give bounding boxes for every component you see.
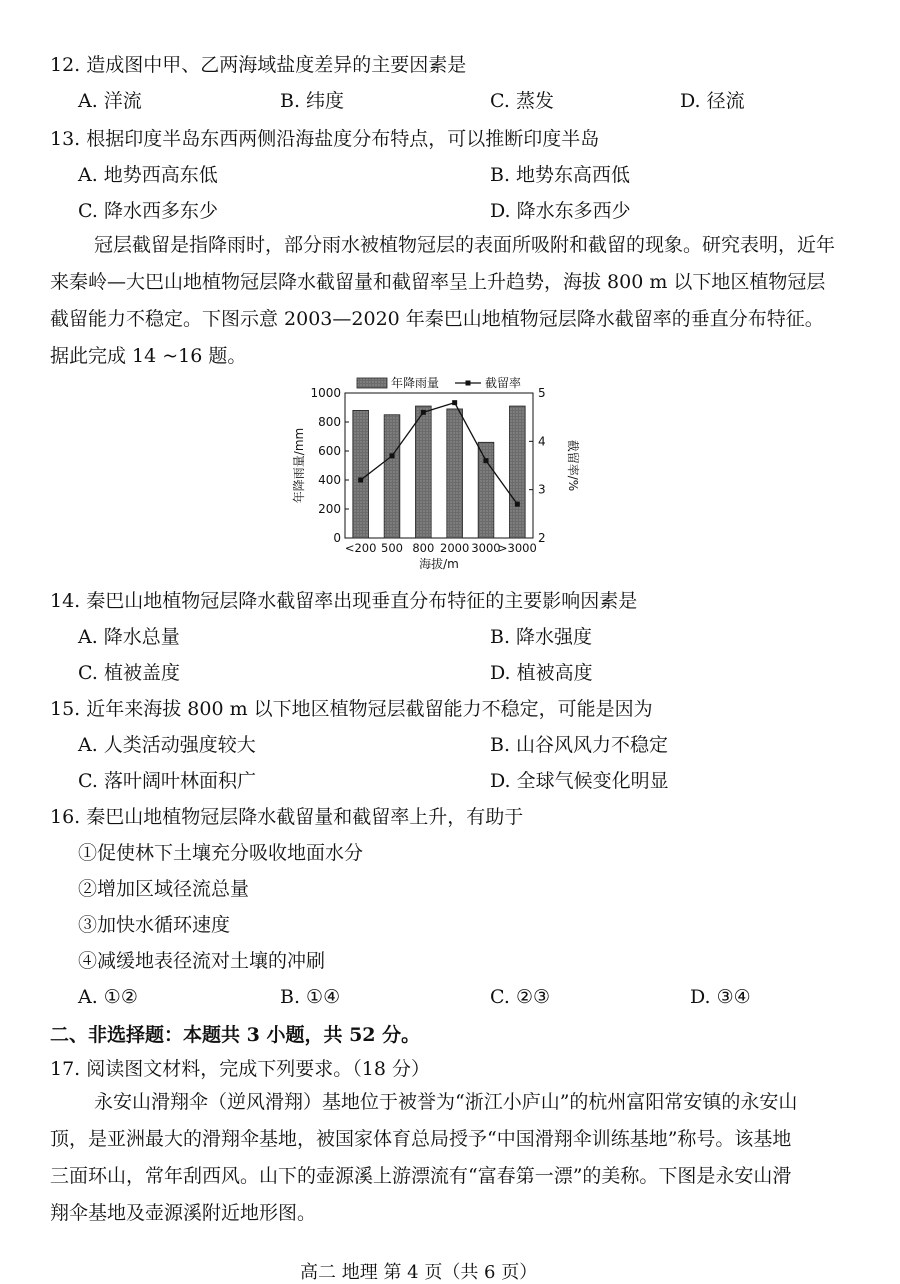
rainfall-bar [416,406,432,538]
legend-bar-swatch [357,378,387,388]
x-tick-label: 800 [412,541,435,555]
question-14-stem: 14. 秦巴山地植物冠层降水截留率出现垂直分布特征的主要影响因素是 [50,590,638,612]
x-tick-label: 500 [381,541,403,555]
question-14-option-b: B. 降水强度 [490,626,593,648]
material-line: 截留能力不稳定。下图示意 2003—2020 年秦巴山地植物冠层降水截留率的垂直分布特征。 [50,308,824,330]
question-16-option-b: B. ①④ [280,986,341,1008]
y-tick-label: 0 [333,531,341,545]
y-axis-label: 年降雨量/mm [292,427,306,504]
question-13-option-a: A. 地势西高东低 [78,164,218,186]
y2-axis-label: 截留率/% [566,439,580,492]
question-12-option-c: C. 蒸发 [490,90,554,112]
interception-point [452,400,457,405]
question-13-option-c: C. 降水西多东少 [78,200,218,222]
x-axis-label: 海拔/m [419,557,459,571]
question-15-option-b: B. 山谷风风力不稳定 [490,734,669,756]
question-16-stem: 16. 秦巴山地植物冠层降水截留量和截留率上升，有助于 [50,806,524,828]
rainfall-bar [478,442,494,538]
y2-tick-label: 2 [538,531,546,545]
question-16-item-3: ③加快水循环速度 [78,914,231,936]
question-12-option-a: A. 洋流 [78,90,142,112]
question-16-option-a: A. ①② [78,986,138,1008]
legend-line-marker [466,381,471,386]
rainfall-interception-chart [285,375,585,580]
chart-svg [285,375,585,580]
q17-line: 翔伞基地及壶源溪附近地形图。 [50,1202,317,1224]
q17-line: 三面环山，常年刮西风。山下的壶源溪上游漂流有“富春第一漂”的美称。下图是永安山滑 [50,1165,792,1187]
material-paragraph [50,227,850,375]
y-tick-label: 400 [318,473,341,487]
y2-tick-label: 5 [538,386,546,400]
x-tick-label: <200 [344,541,377,555]
question-17-stem: 17. 阅读图文材料，完成下列要求。（18 分） [50,1058,430,1080]
question-16-option-c: C. ②③ [490,986,551,1008]
y-tick-label: 1000 [310,386,341,400]
question-13-option-b: B. 地势东高西低 [490,164,631,186]
rainfall-bar [384,415,400,538]
legend-line-label: 截留率 [485,376,522,390]
page-footer: 高二 地理 第 4 页（共 6 页） [300,1262,538,1283]
question-13-option-d: D. 降水东多西少 [490,200,631,222]
rainfall-bar [510,406,526,538]
question-16-item-1: ①促使林下土壤充分吸收地面水分 [78,842,364,864]
q17-line: 永安山滑翔伞（逆风滑翔）基地位于被誉为“浙江小庐山”的杭州富阳常安镇的永安山 [94,1091,798,1113]
interception-point [390,453,395,458]
question-15-stem: 15. 近年来海拔 800 m 以下地区植物冠层截留能力不稳定，可能是因为 [50,698,653,720]
q17-line: 顶，是亚洲最大的滑翔伞基地，被国家体育总局授予“中国滑翔伞训练基地”称号。该基地 [50,1128,792,1150]
material-line: 冠层截留是指降雨时，部分雨水被植物冠层的表面所吸附和截留的现象。研究表明，近年 [94,234,836,256]
question-16-item-2: ②增加区域径流总量 [78,878,250,900]
x-tick-label: >3000 [497,541,537,555]
rainfall-bar [447,409,463,538]
question-15-option-c: C. 落叶阔叶林面积广 [78,770,256,792]
question-16-item-4: ④减缓地表径流对土壤的冲刷 [78,950,326,972]
question-12-option-b: B. 纬度 [280,90,345,112]
question-15-option-d: D. 全球气候变化明显 [490,770,669,792]
x-tick-label: 3000 [471,541,501,555]
plot-frame [345,393,533,538]
material-line: 据此完成 14 ~16 题。 [50,345,247,367]
y-tick-label: 600 [318,444,341,458]
question-14-option-c: C. 植被盖度 [78,662,180,684]
interception-point [515,502,520,507]
interception-point [421,410,426,415]
y2-tick-label: 4 [538,434,546,449]
x-tick-label: 2000 [440,541,470,555]
question-13-stem: 13. 根据印度半岛东西两侧沿海盐度分布特点，可以推断印度半岛 [50,128,600,150]
question-15-option-a: A. 人类活动强度较大 [78,734,256,756]
question-14-option-a: A. 降水总量 [78,626,180,648]
rainfall-bar [353,410,369,538]
section-2-title: 二、非选择题：本题共 3 小题，共 52 分。 [50,1024,421,1046]
y-tick-label: 800 [318,415,341,429]
question-12-stem: 12. 造成图中甲、乙两海域盐度差异的主要因素是 [50,54,467,76]
question-17-material [50,1084,850,1232]
question-12-option-d: D. 径流 [680,90,745,112]
legend-bar-label: 年降雨量 [391,376,440,390]
y-tick-label: 200 [318,502,341,516]
interception-point [484,458,489,463]
question-16-option-d: D. ③④ [690,986,751,1008]
y2-tick-label: 3 [538,482,546,497]
material-line: 来秦岭—大巴山地植物冠层降水截留量和截留率呈上升趋势，海拔 800 m 以下地区植物冠层 [50,271,826,293]
interception-point [358,478,363,483]
question-14-option-d: D. 植被高度 [490,662,593,684]
